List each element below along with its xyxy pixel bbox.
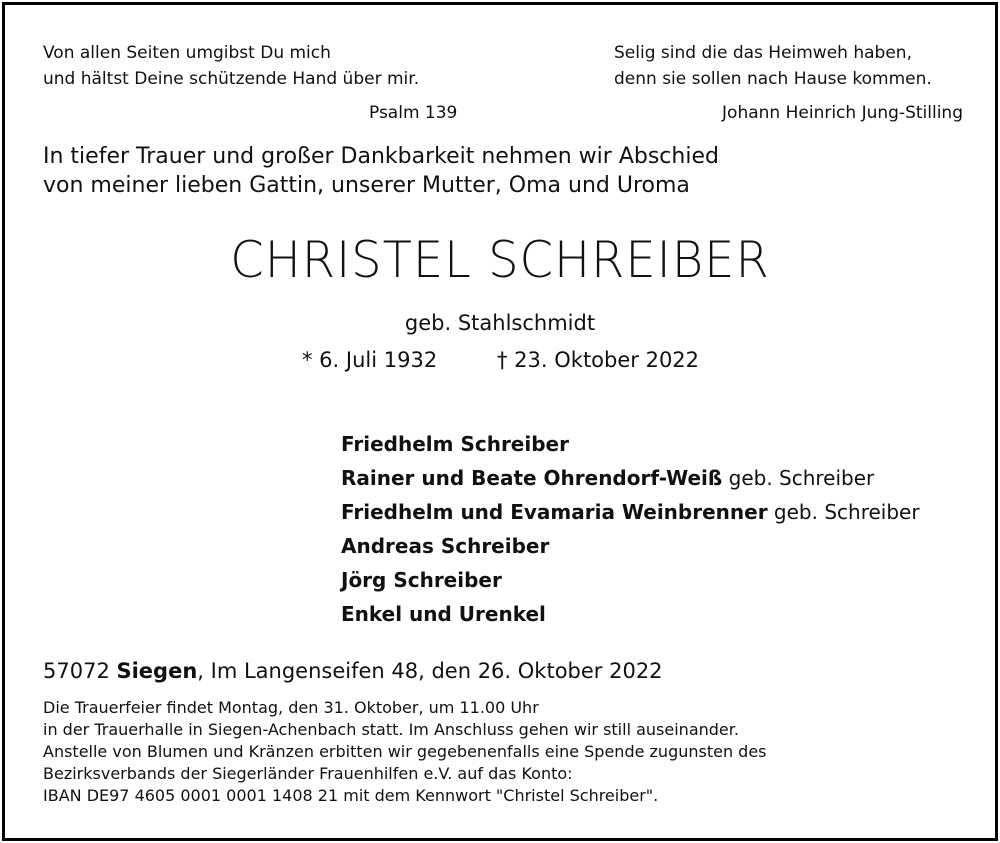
deceased-name: CHRISTEL SCHREIBER: [230, 231, 770, 289]
quote-right-line-2: denn sie sollen nach Hause kommen.: [614, 69, 932, 89]
funeral-details: [43, 697, 767, 807]
quote-right-source: Johann Heinrich Jung-Stilling: [722, 103, 963, 123]
birth-date: * 6. Juli 1932: [302, 348, 438, 372]
death-date: † 23. Oktober 2022: [497, 348, 700, 372]
obituary-notice: [2, 2, 998, 841]
details-line: Bezirksverbands der Siegerländer Frauenhilfen e.V. auf das Konto:: [43, 764, 573, 783]
details-line: Anstelle von Blumen und Kränzen erbitten wir gegebenenfalls eine Spende zugunsten des: [43, 742, 767, 761]
family-member: Jörg Schreiber: [341, 568, 502, 592]
maiden-name: geb. Stahlschmidt: [404, 311, 596, 335]
family-list: [341, 427, 920, 631]
place-and-date: [43, 659, 663, 683]
details-line: in der Trauerhalle in Siegen-Achenbach statt. Im Anschluss gehen wir still auseinander.: [43, 720, 739, 739]
postcode: 57072: [43, 659, 117, 683]
family-member: Enkel und Urenkel: [341, 602, 546, 626]
quote-left-source: Psalm 139: [369, 103, 458, 123]
quote-left-line-1: Von allen Seiten umgibst Du mich: [43, 43, 331, 63]
intro-text: [43, 142, 719, 200]
intro-line-2: von meiner lieben Gattin, unserer Mutter, Oma und Uroma: [43, 173, 690, 198]
family-member: Andreas Schreiber: [341, 534, 550, 558]
quote-left-line-2: und hältst Deine schützende Hand über mir.: [43, 69, 420, 89]
quote-right: [614, 40, 932, 92]
family-member: Friedhelm Schreiber: [341, 432, 569, 456]
quote-left: [43, 40, 419, 92]
quote-right-line-1: Selig sind die das Heimweh haben,: [614, 43, 912, 63]
intro-line-1: In tiefer Trauer und großer Dankbarkeit nehmen wir Abschied: [43, 144, 719, 169]
details-line: IBAN DE97 4605 0001 0001 1408 21 mit dem Kennwort "Christel Schreiber".: [43, 786, 659, 805]
address-date: , Im Langenseifen 48, den 26. Oktober 2022: [197, 659, 663, 683]
family-member: Friedhelm und Evamaria Weinbrenner geb. Schreiber: [341, 500, 920, 524]
family-member: Rainer und Beate Ohrendorf-Weiß geb. Schreiber: [341, 466, 875, 490]
details-line: Die Trauerfeier findet Montag, den 31. Oktober, um 11.00 Uhr: [43, 698, 539, 717]
city: Siegen: [116, 659, 198, 683]
